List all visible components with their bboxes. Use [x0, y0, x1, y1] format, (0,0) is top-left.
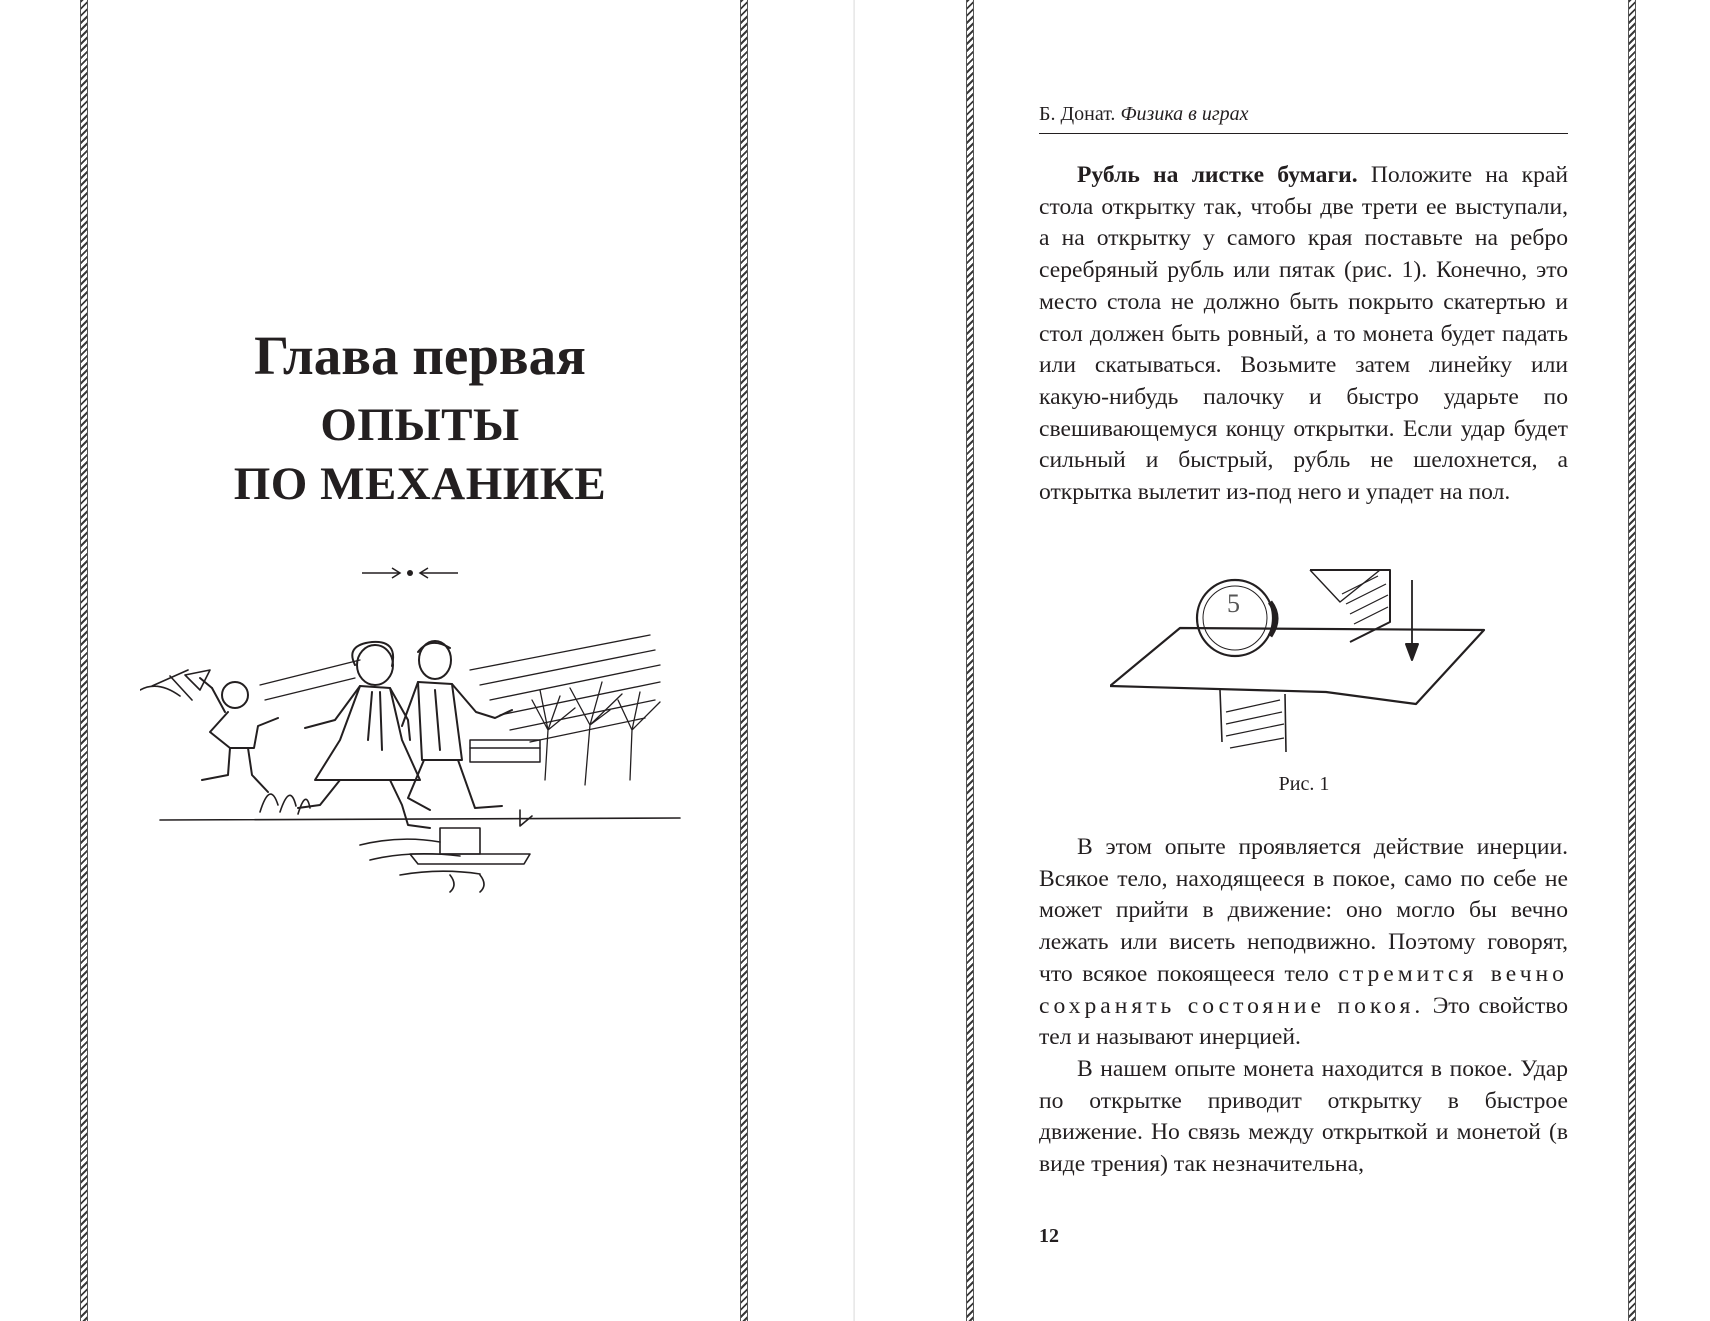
page-number: 12	[1039, 1225, 1059, 1247]
chapter-title-line1: ОПЫТЫ	[320, 399, 520, 451]
paragraph-our-experiment: В нашем опыте монета находится в покое. Удар по открытке приводит открытку в быстрое движение. Но связь между открыткой и монетой (в виде трения) так незначительна,	[1039, 1055, 1568, 1178]
running-children-illustration	[140, 630, 700, 970]
running-head	[1039, 103, 1249, 126]
chapter-label: Глава первая	[254, 325, 586, 386]
running-head-author: Б. Донат.	[1039, 103, 1116, 125]
paragraph-2-before: В этом опыте проявляется действие инерции. Всякое тело, находящееся в покое, само по себе не может прийти в движение: оно могло бы вечно лежать или висеть неподвижно. Поэтому говорят, что всякое покоящееся тело	[1039, 834, 1568, 987]
running-head-book-title: Физика в играх	[1120, 103, 1249, 125]
chapter-title-line2: ПО МЕХАНИКЕ	[233, 458, 607, 510]
paragraph-2-after: Это свойство тел и называют инерцией.	[1039, 992, 1568, 1051]
ornament-divider-icon	[360, 565, 460, 581]
body-text-bottom	[1039, 832, 1568, 1181]
small-boy	[200, 678, 278, 792]
table-edge-hatching	[1342, 576, 1388, 624]
figure-caption: Рис. 1	[1278, 773, 1330, 795]
far-building	[470, 740, 540, 762]
paragraph-1-text: Положите на край стола открытку так, чтобы две трети ее выступали, а на открытку у самого края поставьте на ребро серебряный рубль или пятак (рис. 1). Конечно, это место стола не должно быть покрыто скатертью и стол должен быть ровный, а то монета будет падать или скатываться. Возьмите затем линейку или какую-нибудь палочку и быстро ударьте по свешивающемуся концу открытки. Если удар будет сильный и быстрый, рубль не шелохнется, а открытка вылетит из-под него и упадет на пол.	[1039, 162, 1569, 506]
svg-text:5: 5	[1227, 589, 1240, 618]
paragraph-2-emphasis: стремится вечно сохранять состояние покоя.	[1039, 960, 1568, 1019]
decorative-rope-border-left-outer	[80, 0, 88, 1321]
toy-airplane	[140, 670, 210, 700]
paragraph-inertia	[1039, 832, 1568, 1054]
paragraph-coin-experiment	[1039, 160, 1568, 509]
ground-and-water	[160, 794, 680, 892]
decorative-rope-border-right-outer	[1628, 0, 1636, 1321]
coin-on-card-figure	[1110, 562, 1500, 757]
boy	[402, 641, 512, 810]
table-leg-hatching	[1226, 700, 1284, 748]
header-rule	[1039, 133, 1568, 134]
willow-trees	[532, 682, 660, 785]
decorative-rope-border-right-inner	[966, 0, 974, 1321]
decorative-rope-border-left-inner	[740, 0, 748, 1321]
section-lead-title: Рубль на листке бумаги.	[1077, 162, 1358, 188]
body-text-top	[1039, 160, 1568, 509]
